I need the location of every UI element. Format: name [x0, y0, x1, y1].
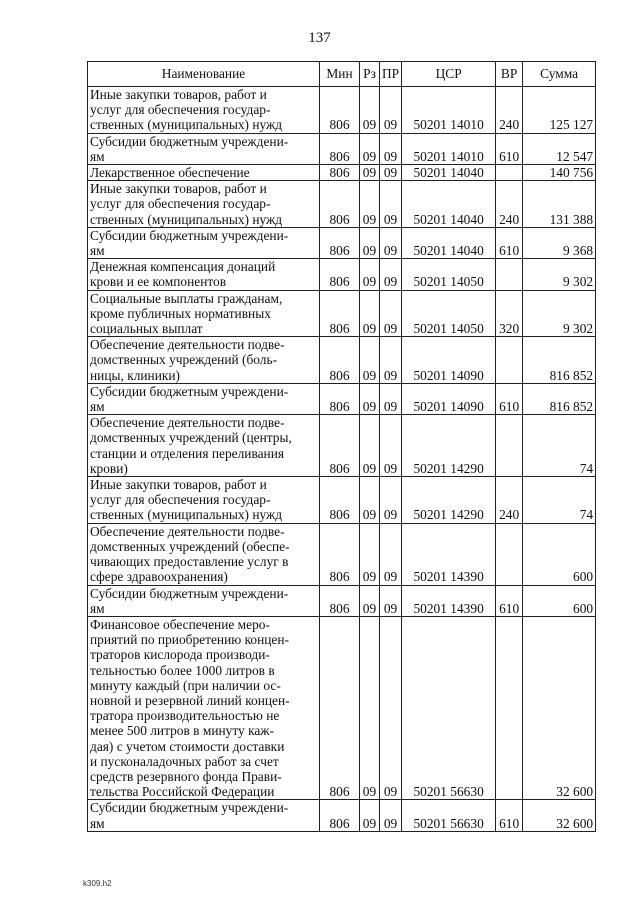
cell-name: Денежная компенсация донаций крови и ее компонентов [88, 259, 320, 290]
cell-pr: 09 [380, 165, 402, 181]
cell-sum: 9 368 [523, 227, 596, 258]
cell-csr: 50201 14010 [402, 87, 496, 134]
cell-rz: 09 [360, 477, 380, 524]
cell-pr: 09 [380, 87, 402, 134]
cell-rz: 09 [360, 523, 380, 585]
cell-rz: 09 [360, 800, 380, 831]
cell-rz: 09 [360, 337, 380, 384]
cell-min: 806 [320, 87, 360, 134]
cell-csr: 50201 14290 [402, 415, 496, 477]
cell-name: Обеспечение деятельности подве- домственных учреждений (центры, станции и отделения переливания крови) [88, 415, 320, 477]
cell-csr: 50201 14040 [402, 165, 496, 181]
footer-code: k309.h2 [83, 879, 112, 888]
cell-sum: 131 388 [523, 181, 596, 228]
cell-name: Социальные выплаты гражданам, кроме публичных нормативных социальных выплат [88, 290, 320, 337]
cell-csr: 50201 14010 [402, 133, 496, 164]
cell-csr: 50201 56630 [402, 616, 496, 799]
cell-csr: 50201 14090 [402, 383, 496, 414]
cell-csr: 50201 14050 [402, 290, 496, 337]
cell-name: Лекарственное обеспечение [88, 165, 320, 181]
cell-vr [496, 415, 523, 477]
header-vr: ВР [496, 62, 523, 87]
cell-rz: 09 [360, 259, 380, 290]
cell-pr: 09 [380, 415, 402, 477]
table-row [88, 337, 596, 384]
cell-rz: 09 [360, 290, 380, 337]
cell-pr: 09 [380, 337, 402, 384]
table-row [88, 585, 596, 616]
cell-vr: 610 [496, 800, 523, 831]
cell-pr: 09 [380, 800, 402, 831]
cell-pr: 09 [380, 477, 402, 524]
table-row [88, 133, 596, 164]
cell-csr: 50201 56630 [402, 800, 496, 831]
cell-name: Финансовое обеспечение меро- приятий по приобретению концен- траторов кислорода производи- тельностью более 1000 литров в минуту каждый (при наличии ос- новной и резервной линий концен- тратора производительностью не менее 500 литров в минуту каж- дая) с учетом стоимости доставки и пусконаладочных работ за счет средств резервного фонда Прави- тельства Российской Федерации [88, 616, 320, 799]
cell-csr: 50201 14290 [402, 477, 496, 524]
cell-vr: 240 [496, 181, 523, 228]
cell-pr: 09 [380, 383, 402, 414]
cell-sum: 140 756 [523, 165, 596, 181]
cell-min: 806 [320, 181, 360, 228]
cell-sum: 32 600 [523, 800, 596, 831]
cell-min: 806 [320, 616, 360, 799]
table-body [88, 87, 596, 832]
cell-min: 806 [320, 337, 360, 384]
cell-name: Иные закупки товаров, работ и услуг для обеспечения государ- ственных (муниципальных) нужд [88, 87, 320, 134]
cell-sum: 74 [523, 477, 596, 524]
cell-sum: 816 852 [523, 383, 596, 414]
cell-rz: 09 [360, 227, 380, 258]
cell-vr [496, 337, 523, 384]
cell-sum: 9 302 [523, 259, 596, 290]
cell-rz: 09 [360, 133, 380, 164]
cell-csr: 50201 14040 [402, 227, 496, 258]
header-sum: Сумма [523, 62, 596, 87]
budget-table [87, 61, 596, 832]
cell-rz: 09 [360, 585, 380, 616]
cell-name: Субсидии бюджетным учреждени- ям [88, 227, 320, 258]
cell-name: Субсидии бюджетным учреждени- ям [88, 383, 320, 414]
cell-min: 806 [320, 523, 360, 585]
cell-name: Иные закупки товаров, работ и услуг для обеспечения государ- ственных (муниципальных) нужд [88, 181, 320, 228]
table-row [88, 477, 596, 524]
header-rz: Рз [360, 62, 380, 87]
cell-sum: 600 [523, 585, 596, 616]
cell-csr: 50201 14390 [402, 523, 496, 585]
table-row [88, 523, 596, 585]
table-row [88, 227, 596, 258]
cell-pr: 09 [380, 290, 402, 337]
cell-min: 806 [320, 259, 360, 290]
cell-pr: 09 [380, 523, 402, 585]
cell-rz: 09 [360, 165, 380, 181]
cell-min: 806 [320, 133, 360, 164]
cell-sum: 12 547 [523, 133, 596, 164]
cell-min: 806 [320, 477, 360, 524]
cell-min: 806 [320, 290, 360, 337]
cell-pr: 09 [380, 227, 402, 258]
cell-csr: 50201 14090 [402, 337, 496, 384]
page-number: 137 [308, 30, 331, 46]
cell-rz: 09 [360, 415, 380, 477]
cell-csr: 50201 14040 [402, 181, 496, 228]
table-header-row [88, 62, 596, 87]
cell-min: 806 [320, 585, 360, 616]
cell-pr: 09 [380, 133, 402, 164]
cell-sum: 125 127 [523, 87, 596, 134]
cell-sum: 9 302 [523, 290, 596, 337]
header-pr: ПР [380, 62, 402, 87]
table-row [88, 181, 596, 228]
cell-vr [496, 165, 523, 181]
cell-min: 806 [320, 383, 360, 414]
table-row [88, 259, 596, 290]
cell-min: 806 [320, 415, 360, 477]
cell-vr: 320 [496, 290, 523, 337]
cell-sum: 32 600 [523, 616, 596, 799]
cell-sum: 600 [523, 523, 596, 585]
cell-sum: 74 [523, 415, 596, 477]
cell-min: 806 [320, 165, 360, 181]
cell-pr: 09 [380, 616, 402, 799]
cell-vr: 240 [496, 477, 523, 524]
cell-vr: 610 [496, 133, 523, 164]
cell-min: 806 [320, 800, 360, 831]
cell-vr: 610 [496, 383, 523, 414]
cell-csr: 50201 14390 [402, 585, 496, 616]
table-row [88, 290, 596, 337]
header-csr: ЦСР [402, 62, 496, 87]
table-row [88, 415, 596, 477]
cell-vr [496, 259, 523, 290]
table-row [88, 383, 596, 414]
cell-name: Обеспечение деятельности подве- домственных учреждений (обеспе- чивающих предоставление услуг в сфере здравоохранения) [88, 523, 320, 585]
cell-vr [496, 523, 523, 585]
cell-name: Обеспечение деятельности подве- домственных учреждений (боль- ницы, клиники) [88, 337, 320, 384]
cell-pr: 09 [380, 181, 402, 228]
table-row [88, 616, 596, 799]
cell-vr [496, 616, 523, 799]
cell-vr: 240 [496, 87, 523, 134]
cell-rz: 09 [360, 383, 380, 414]
cell-pr: 09 [380, 259, 402, 290]
cell-name: Субсидии бюджетным учреждени- ям [88, 133, 320, 164]
cell-pr: 09 [380, 585, 402, 616]
cell-vr: 610 [496, 227, 523, 258]
cell-vr: 610 [496, 585, 523, 616]
cell-rz: 09 [360, 181, 380, 228]
cell-min: 806 [320, 227, 360, 258]
header-name: Наименование [88, 62, 320, 87]
cell-rz: 09 [360, 616, 380, 799]
cell-sum: 816 852 [523, 337, 596, 384]
table-row [88, 800, 596, 831]
cell-csr: 50201 14050 [402, 259, 496, 290]
cell-name: Субсидии бюджетным учреждени- ям [88, 585, 320, 616]
cell-rz: 09 [360, 87, 380, 134]
table-row [88, 87, 596, 134]
cell-name: Субсидии бюджетным учреждени- ям [88, 800, 320, 831]
cell-name: Иные закупки товаров, работ и услуг для обеспечения государ- ственных (муниципальных) нужд [88, 477, 320, 524]
header-min: Мин [320, 62, 360, 87]
table-row [88, 165, 596, 181]
